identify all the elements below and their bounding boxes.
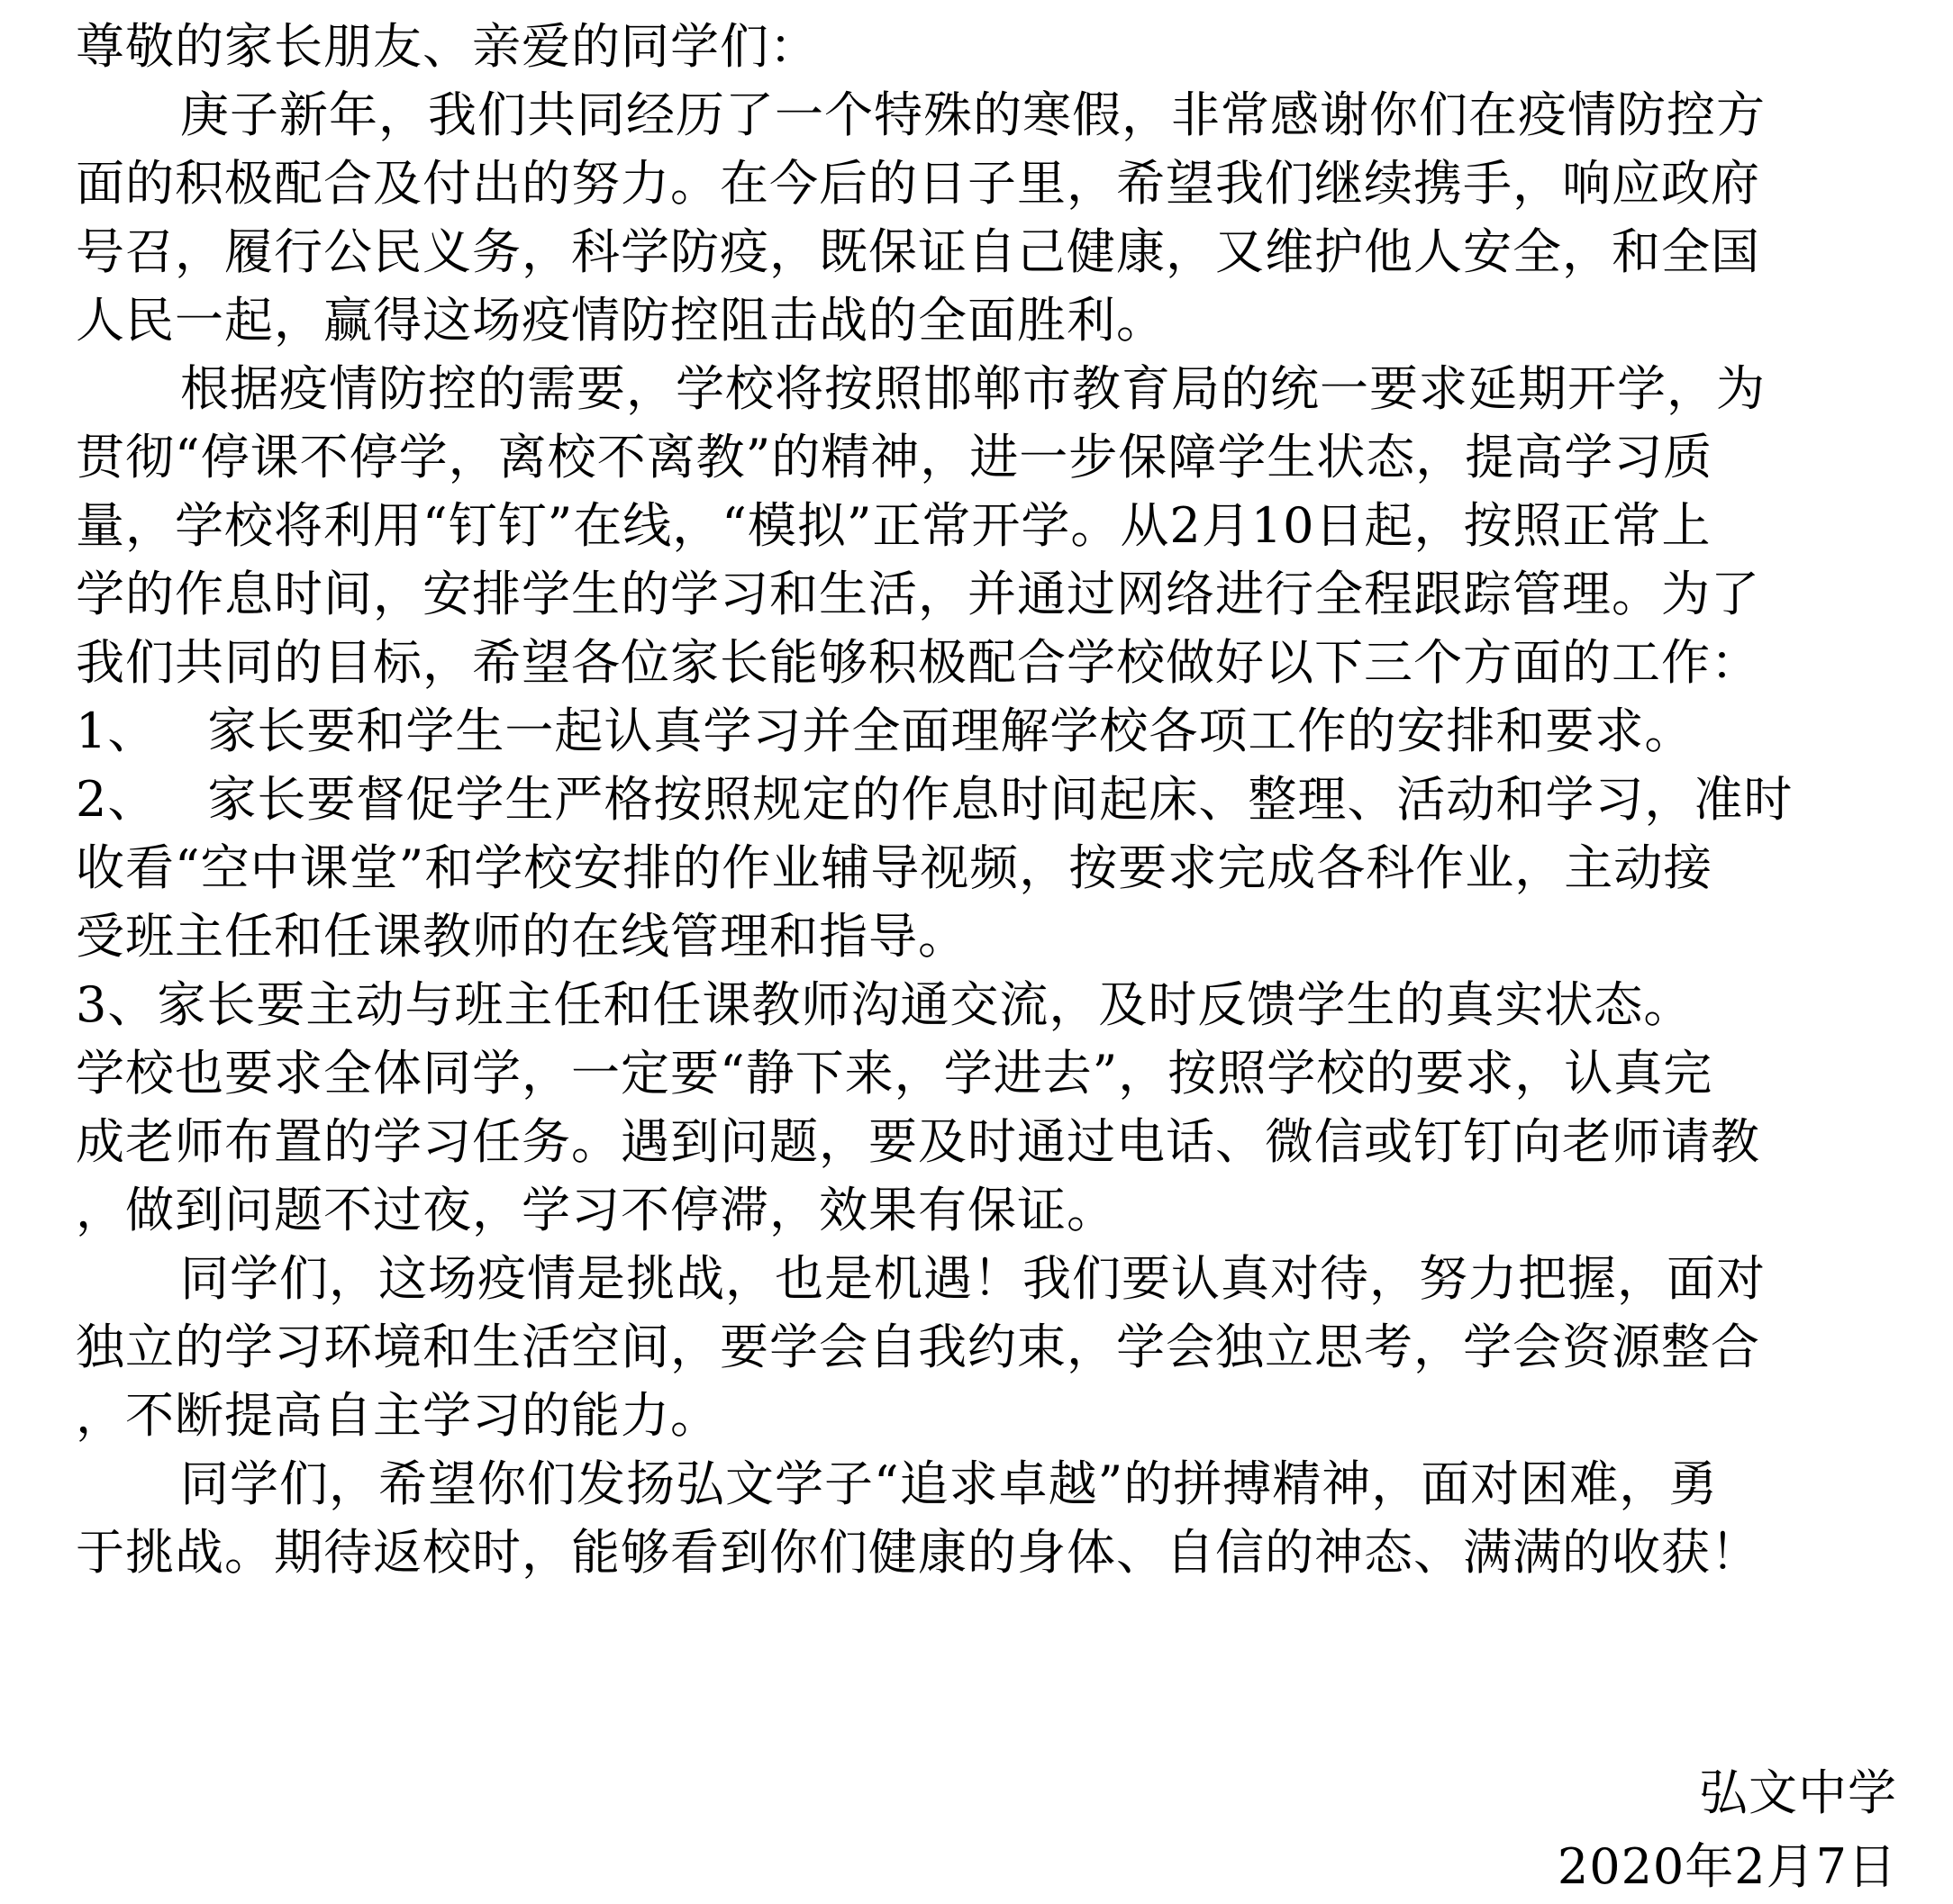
paragraph-1-line-3: 号召，履行公民义务，科学防疫，既保证自己健康，又维护他人安全，和全国	[76, 223, 1760, 280]
salutation: 尊敬的家长朋友、亲爱的同学们：	[76, 18, 819, 75]
paragraph-4-line-3: ，不断提高自主学习的能力。	[76, 1387, 720, 1444]
paragraph-2-line-5: 我们共同的目标，希望各位家长能够积极配合学校做好以下三个方面的工作：	[76, 634, 1760, 691]
paragraph-2-line-1: 根据疫情防控的需要，学校将按照邯郸市教育局的统一要求延期开学，为	[180, 360, 1766, 417]
paragraph-1-line-1: 庚子新年，我们共同经历了一个特殊的寒假，非常感谢你们在疫情防控方	[180, 86, 1766, 143]
paragraph-2-line-2: 贯彻“停课不停学，离校不离教”的精神，进一步保障学生状态，提高学习质	[76, 429, 1713, 485]
paragraph-1-line-4: 人民一起，赢得这场疫情防控阻击战的全面胜利。	[76, 292, 1166, 349]
paragraph-2-line-4: 学的作息时间，安排学生的学习和生活，并通过网络进行全程跟踪管理。为了	[76, 566, 1760, 622]
paragraph-5-line-1: 同学们，希望你们发扬弘文学子“追求卓越”的拼搏精神，面对困难，勇	[180, 1455, 1719, 1512]
signature-school: 弘文中学	[1699, 1764, 1897, 1821]
paragraph-5-line-2: 于挑战。期待返校时，能够看到你们健康的身体、自信的神态、满满的收获！	[76, 1524, 1760, 1581]
paragraph-4-line-2: 独立的学习环境和生活空间，要学会自我约束，学会独立思考，学会资源整合	[76, 1319, 1760, 1375]
paragraph-3-line-3: ，做到问题不过夜，学习不停滞，效果有保证。	[76, 1182, 1116, 1238]
signature-date: 2020年2月7日	[1557, 1838, 1897, 1895]
letter-body	[76, 13, 1913, 1587]
paragraph-3-line-2: 成老师布置的学习任务。遇到问题，要及时通过电话、微信或钉钉向老师请教	[76, 1113, 1760, 1170]
list-item-1-text: 家长要和学生一起认真学习并全面理解学校各项工作的安排和要求。	[207, 703, 1694, 759]
list-item-1-number: 1、	[76, 703, 158, 759]
paragraph-1-line-2: 面的积极配合及付出的努力。在今后的日子里，希望我们继续携手，响应政府	[76, 155, 1760, 212]
list-item-2-number: 2、	[76, 771, 158, 828]
paragraph-3-line-1: 学校也要求全体同学，一定要“静下来，学进去”，按照学校的要求，认真完	[76, 1045, 1713, 1102]
list-item-2-cont-line-2: 受班主任和任课教师的在线管理和指导。	[76, 908, 967, 965]
list-item-2-cont-line-1: 收看“空中课堂”和学校安排的作业辅导视频，按要求完成各科作业，主动接	[76, 839, 1713, 896]
paragraph-2-line-3: 量，学校将利用“钉钉”在线，“模拟”正常开学。从2月10日起，按照正常上	[76, 497, 1712, 554]
list-item-2-text: 家长要督促学生严格按照规定的作息时间起床、整理、活动和学习，准时	[207, 771, 1794, 828]
list-item-1	[76, 697, 1913, 766]
paragraph-4-line-1: 同学们，这场疫情是挑战，也是机遇！我们要认真对待，努力把握，面对	[180, 1250, 1766, 1307]
signature-block	[1558, 1756, 1897, 1904]
list-item-3: 3、家长要主动与班主任和任课教师沟通交流，及时反馈学生的真实状态。	[76, 976, 1694, 1033]
list-item-2	[76, 766, 1913, 834]
